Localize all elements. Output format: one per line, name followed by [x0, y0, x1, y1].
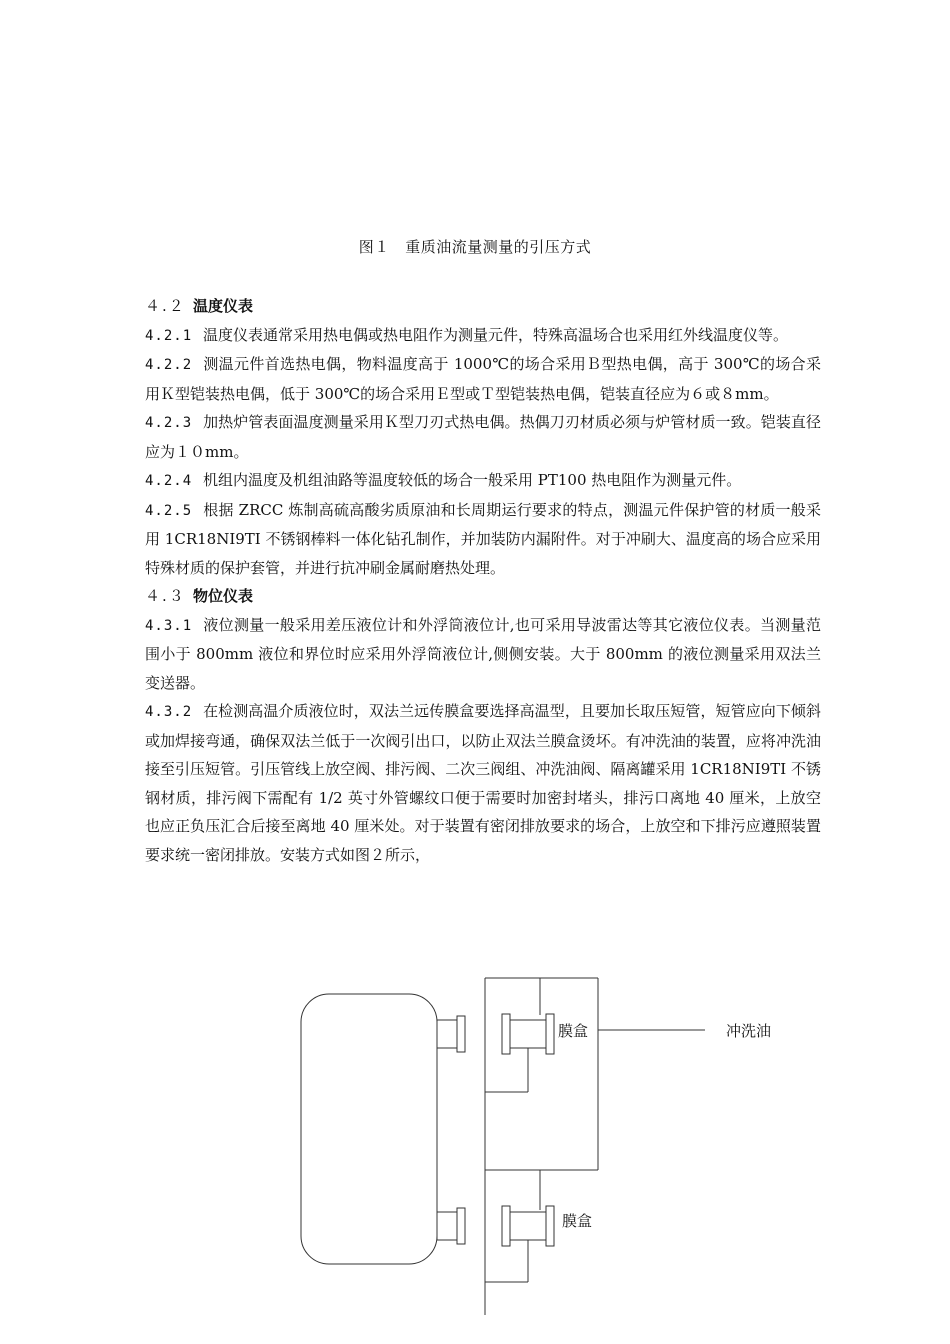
paragraph-4-2-5	[145, 496, 821, 583]
flush-oil-label: 冲洗油	[726, 1022, 772, 1040]
figure1-caption: 图１ 重质油流量测量的引压方式	[358, 238, 592, 256]
clause-number: 4.2.5	[145, 502, 193, 519]
paragraph-4-2-3	[145, 408, 821, 466]
clause-text: 液位测量一般采用差压液位计和外浮筒液位计,也可采用导波雷达等其它液位仪表。当测量范围小于 800mm 液位和界位时应采用外浮筒液位计,侧侧安装。大于 800mm 的液位测量采用双法兰变送器。	[145, 615, 821, 692]
section-4-2-heading	[145, 292, 821, 321]
clause-text: 根据 ZRCC 炼制高硫高酸劣质原油和长周期运行要求的特点，测温元件保护管的材质一般采用 1CR18NI9TI 不锈钢棒料一体化钻孔制作，并加装防内漏附件。对于冲刷大、温度高的场合应采用特殊材质的保护套管，并进行抗冲刷金属耐磨热处理。	[145, 500, 821, 577]
section-title: 温度仪表	[193, 297, 254, 315]
bottom-capsule-flange-right	[546, 1206, 554, 1246]
document-body	[145, 292, 821, 869]
paragraph-4-2-2	[145, 350, 821, 408]
clause-text: 测温元件首选热电偶，物料温度高于 1000℃的场合采用Ｂ型热电偶，高于 300℃的场合采用Ｋ型铠装热电偶，低于 300℃的场合采用Ｅ型或Ｔ型铠装热电偶，铠装直径应为６或８mm。	[145, 355, 821, 403]
clause-number: 4.3.1	[145, 617, 193, 634]
top-capsule-flange-right	[546, 1014, 554, 1054]
clause-text: 机组内温度及机组油路等温度较低的场合一般采用 PT100 热电阻作为测量元件。	[203, 471, 742, 489]
clause-text: 温度仪表通常采用热电偶或热电阻作为测量元件，特殊高温场合也采用红外线温度仪等。	[203, 325, 789, 344]
clause-number: 4.3.2	[145, 704, 193, 720]
installation-diagram-svg	[280, 960, 800, 1320]
clause-number: 4.2.2	[145, 357, 193, 373]
paragraph-4-3-1	[145, 611, 821, 698]
vessel-outline	[301, 994, 437, 1264]
top-capsule-body	[510, 1020, 546, 1048]
bottom-capsule-body	[510, 1212, 546, 1240]
vessel-top-nozzle	[437, 1020, 457, 1048]
clause-text: 在检测高温介质液位时，双法兰远传膜盒要选择高温型，且要加长取压短管，短管应向下倾斜或加焊接弯通，确保双法兰低于一次阀引出口，以防止双法兰膜盒烫坏。有冲洗油的装置，应将冲洗油接至引压短管。引压管线上放空阀、排污阀、二次三阀组、冲洗油阀、隔离罐采用 1CR18NI9TI 不锈钢材质，排污阀下需配有 1/2 英寸外管螺纹口便于需要时加密封堵头，排污口离地 40 厘米，上放空也应正负压汇合后接至离地 40 厘米处。对于装置有密闭排放要求的场合，上放空和下排污应遵照装置要求统一密闭排放。安装方式如图２所示，	[145, 702, 821, 864]
clause-number: 4.2.3	[145, 415, 193, 431]
section-number: ４.２	[145, 297, 186, 315]
vessel-top-flange	[457, 1016, 465, 1052]
section-number: ４.３	[145, 587, 186, 605]
bottom-capsule-flange-left	[502, 1206, 510, 1246]
section-4-3-heading	[145, 582, 821, 611]
figure2-diagram	[280, 960, 800, 1320]
capsule-label-top: 膜盒	[558, 1022, 589, 1040]
vessel-bottom-nozzle	[437, 1212, 457, 1240]
clause-text: 加热炉管表面温度测量采用Ｋ型刀刃式热电偶。热偶刀刃材质必须与炉管材质一致。铠装直径应为１０mm。	[145, 413, 821, 461]
top-capsule-flange-left	[502, 1014, 510, 1054]
paragraph-4-2-4	[145, 466, 821, 496]
paragraph-4-2-1	[145, 321, 821, 351]
paragraph-4-3-2	[145, 697, 821, 869]
section-title: 物位仪表	[193, 587, 254, 605]
vessel-bottom-flange	[457, 1208, 465, 1244]
clause-number: 4.2.4	[145, 473, 193, 489]
capsule-label-bottom: 膜盒	[562, 1212, 593, 1230]
clause-number: 4.2.1	[145, 327, 193, 344]
